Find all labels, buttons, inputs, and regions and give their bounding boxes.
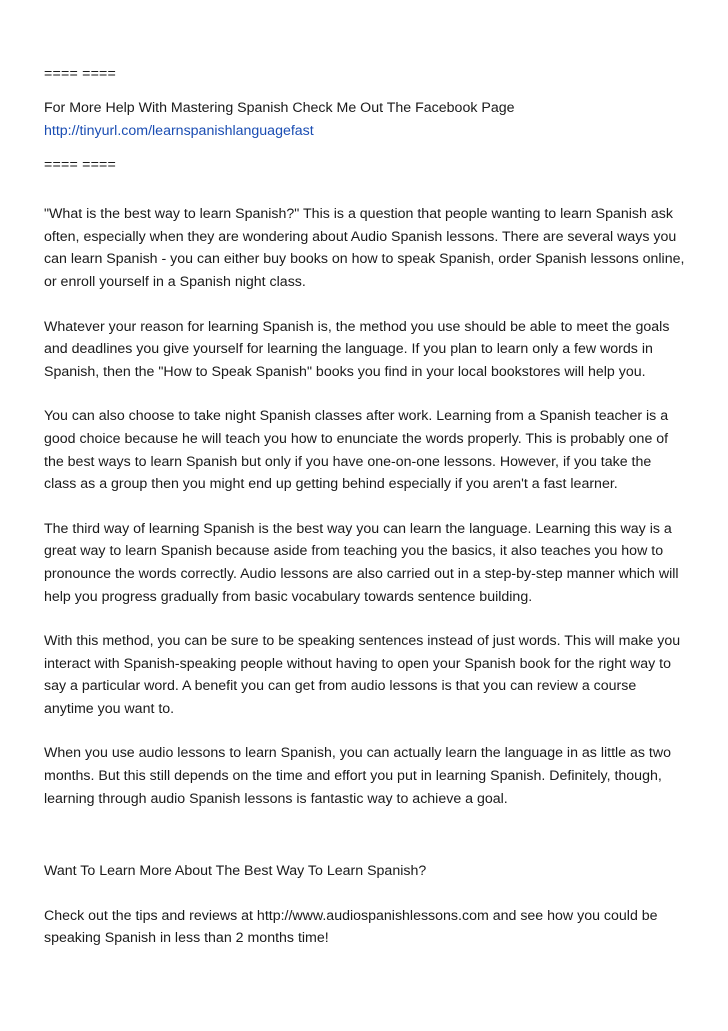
article-paragraph: The third way of learning Spanish is the best way you can learn the language. Learning this way is a great way to learn Spanish because aside from teaching you the basics, it also teaches you how to pronounce the words correctly. Audio lessons are also carried out in a step-by-step manner which will help you progress gradually from basic vocabulary towards sentence building. [44,520,679,605]
promo-text: For More Help With Mastering Spanish Check Me Out The Facebook Page [44,100,515,116]
article-paragraph: Whatever your reason for learning Spanish is, the method you use should be able to meet the goals and deadlines you give yourself for learning the language. If you plan to learn only a few words in Spanish, then the "How to Speak Spanish" books you find in your local bookstores will help you. [44,318,670,380]
footer-cta: Check out the tips and reviews at http://www.audiospanishlessons.com and see how you could be speaking Spanish in less than 2 months time! [44,907,658,947]
spacer [44,142,686,154]
divider-bottom: ==== ==== [44,157,117,174]
article-paragraph: When you use audio lessons to learn Spanish, you can actually learn the language in as little as two months. But this still depends on the time and effort you put in learning Spanish. Definitely, though, learning through audio Spanish lessons is fantastic way to achieve a goal. [44,745,672,807]
promo-link[interactable]: http://tinyurl.com/learnspanishlanguagefast [44,122,314,139]
divider-top: ==== ==== [44,66,117,82]
promo-block [44,97,686,142]
footer-block [44,860,686,950]
spacer [44,832,686,860]
article-paragraph: You can also choose to take night Spanish classes after work. Learning from a Spanish teacher is a good choice because he will teach you how to enunciate the words properly. This is probably one of the best ways to learn Spanish but only if you have one-on-one lessons. However, if you take the class as a group then you might end up getting behind especially if you aren't a fast learner. [44,408,669,493]
article-body [44,203,686,810]
article-paragraph: With this method, you can be sure to be speaking sentences instead of just words. This will make you interact with Spanish-speaking people without having to open your Spanish book for the right way to say a particular word. A benefit you can get from audio lessons is that you can review a course anytime you want to. [44,633,681,717]
footer-question: Want To Learn More About The Best Way To Learn Spanish? [44,863,427,880]
spacer [44,85,686,97]
spacer [44,176,686,203]
article-paragraph: "What is the best way to learn Spanish?" This is a question that people wanting to learn Spanish ask often, especially when they are wondering about Audio Spanish lessons. There are several ways you can learn Spanish - you can either buy books on how to speak Spanish, order Spanish lessons online, or enroll yourself in a Spanish night class. [44,206,685,290]
document-page [44,63,686,972]
